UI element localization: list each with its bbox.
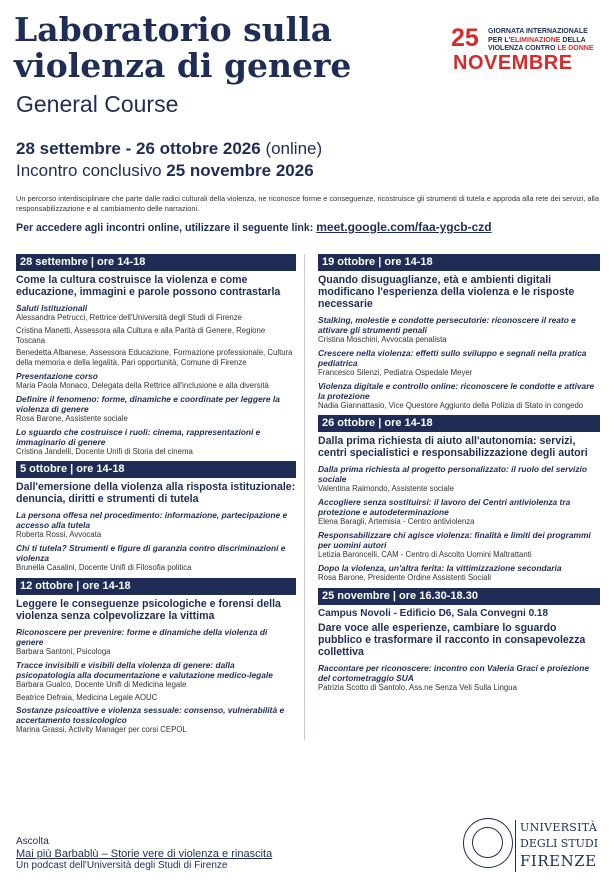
left-column <box>16 254 305 740</box>
logo-line-3: FIRENZE <box>520 852 597 870</box>
talk-block <box>16 371 296 391</box>
badge-line-2b: ELIMINAZIONE <box>510 36 561 44</box>
talk-block <box>16 326 296 346</box>
talk-title: Riconoscere per prevenire: forme e dinamiche della violenza di genere <box>16 626 268 647</box>
speaker: Benedetta Albanese, Assessora Educazione, Formazione professionale, Cultura della memoria e della legalità, Pari opportunità, Comune di Firenze <box>16 348 293 368</box>
access-line <box>16 220 492 234</box>
talk-block <box>318 563 600 583</box>
session-location: Campus Novoli - Edificio D6, Sala Convegni 0.18 <box>318 607 549 619</box>
speaker: Cristina Jandelli, Docente Unifi di Storia del cinema <box>16 446 193 456</box>
speaker: Valentina Raimondo, Assistente sociale <box>318 484 454 494</box>
talk-title: Presentazione corso <box>16 370 98 381</box>
talk-title: Definire il fenomeno: forme, dinamiche e coordinate per leggere la violenza di genere <box>16 393 280 414</box>
session-title: Dall'emersione della violenza alla risposta istituzionale: denuncia, diritti e strumenti di tutela <box>16 481 296 506</box>
talk-block <box>318 348 600 378</box>
talk-title: Tracce invisibili e visibili della violenza di genere: dalla psicopatologia alla documentazione e valutazione medico-legale <box>16 659 273 680</box>
talk-block <box>16 510 296 540</box>
talk-title: Chi ti tutela? Strumenti e figure di garanzia contro discriminazioni e violenza <box>16 543 286 564</box>
session-block <box>318 588 600 693</box>
session-block <box>16 461 296 573</box>
right-column <box>318 254 600 697</box>
speaker: Beatrice Defraia, Medicina Legale AOUC <box>16 692 158 702</box>
podcast-section <box>16 836 336 872</box>
talk-block <box>318 315 600 345</box>
access-text: Per accedere agli incontri online, utilizzare il seguente link: <box>16 222 317 234</box>
session-title: Quando disuguaglianze, età e ambienti digitali modificano l'esperienza della violenza e le risposte necessarie <box>318 274 575 310</box>
badge-text <box>488 28 603 54</box>
podcast-link[interactable]: Mai più Barbablù – Storie vere di violenza e rinascita <box>16 848 273 860</box>
talk-title: Dopo la violenza, un'altra ferita: la vittimizzazione secondaria <box>318 562 562 573</box>
talk-block <box>318 663 600 693</box>
speaker: Rosa Barone, Presidente Ordine Assistenti Sociali <box>318 572 491 582</box>
session-date-header: 25 novembre | ore 16.30-18.30 <box>318 588 600 605</box>
session-date-header: 19 ottobre | ore 14-18 <box>318 254 600 271</box>
talk-title: Violenza digitale e controllo online: riconoscere le condotte e attivare la protezione <box>318 380 595 401</box>
speaker: Francesco Silenzi, Pediatra Ospedale Meyer <box>318 367 473 377</box>
date-range: 28 settembre - 26 ottobre 2026 <box>16 139 261 158</box>
talk-block <box>16 394 296 424</box>
logo-line-1: UNIVERSITÀ <box>520 821 598 834</box>
november-25-badge <box>451 26 601 76</box>
talk-title: Lo sguardo che costruisce i ruoli: cinema, rappresentazioni e immaginario di genere <box>16 426 261 447</box>
session-block <box>318 415 600 582</box>
talk-block <box>16 705 296 735</box>
talk-block <box>16 543 296 573</box>
talk-title: La persona offesa nel procedimento: informazione, partecipazione e accesso alla tutela <box>16 510 288 531</box>
talk-block <box>318 381 600 411</box>
online-note: (online) <box>260 139 323 158</box>
talk-block <box>16 660 296 690</box>
session-date-header: 26 ottobre | ore 14-18 <box>318 415 600 432</box>
talk-block <box>16 693 296 703</box>
badge-line-2c: DELLA <box>560 36 586 44</box>
talk-block <box>16 427 296 457</box>
speaker: Letizia Baroncelli, CAM - Centro di Ascolto Uomini Maltrattanti <box>318 549 532 559</box>
talk-block <box>16 348 296 368</box>
session-title: Come la cultura costruisce la violenza e come educazione, immagini e parole possono contrastarla <box>16 274 281 298</box>
session-block <box>16 254 296 456</box>
talk-block <box>318 530 600 560</box>
speaker: Patrizia Scotto di Santolo, Ass.ne Senza Veli Sulla Lingua <box>318 682 517 692</box>
speaker: Barbara Santoni, Psicologa <box>16 646 111 656</box>
speaker: Brunella Casalini, Docente Unifi di Filosofia politica <box>16 563 192 573</box>
session-date-header: 5 ottobre | ore 14-18 <box>16 461 296 478</box>
badge-line-3a: VIOLENZA CONTRO <box>488 45 558 52</box>
final-label: Incontro conclusivo <box>16 161 167 180</box>
talk-title: Sostanze psicoattive e violenza sessuale: consenso, vulnerabilità e accertamento tossicologico <box>16 705 285 726</box>
university-seal-icon <box>463 818 513 868</box>
badge-line-2a: PER L' <box>488 36 511 44</box>
final-date: 25 novembre 2026 <box>166 161 314 180</box>
talk-title: Raccontare per riconoscere: incontro con Valeria Graci e proiezione del cortometraggio SUA <box>318 662 590 683</box>
talk-block <box>318 464 600 494</box>
logo-line-2: DEGLI STUDI <box>520 837 599 850</box>
session-block <box>318 254 600 410</box>
speaker: Cristina Manetti, Assessora alla Cultura e alla Parità di Genere, Regione Toscana <box>16 325 266 345</box>
talk-title: Saluti Istituzionali <box>16 303 88 313</box>
podcast-subtitle: Un podcast dell'Università degli Studi di Firenze <box>16 860 228 871</box>
logo-divider <box>515 820 516 872</box>
talk-title: Stalking, molestie e condotte persecutorie: riconoscere il reato e attivare gli strumenti penali <box>318 315 576 335</box>
page-title <box>14 12 414 84</box>
university-logo <box>463 818 603 878</box>
session-block <box>16 578 296 735</box>
talk-title: Dalla prima richiesta al progetto personalizzato: il ruolo del servizio sociale <box>318 464 587 485</box>
speaker: Roberta Rossi, Avvocata <box>16 530 102 540</box>
badge-month: NOVEMBRE <box>453 52 573 74</box>
title-line-2: violenza di genere <box>14 46 352 85</box>
speaker: Cristina Moschini, Avvocata penalista <box>318 335 447 344</box>
talk-title: Crescere nella violenza: effetti sullo sviluppo e segnali nella pratica pediatrica <box>318 347 587 368</box>
session-title: Leggere le conseguenze psicologiche e forensi della violenza senza colpevolizzare la vittima <box>16 597 281 622</box>
speaker: Nadia Giannattasio, Vice Questore Aggiunto della Polizia di Stato in congedo <box>318 400 584 410</box>
talk-title: Responsabilizzare chi agisce violenza: finalità e limiti dei programmi per uomini autori <box>318 529 591 550</box>
session-date-header: 28 settembre | ore 14-18 <box>16 254 296 271</box>
session-date-header: 12 ottobre | ore 14-18 <box>16 578 296 595</box>
talk-block <box>16 627 296 657</box>
final-meeting <box>16 161 314 181</box>
badge-line-1: GIORNATA INTERNAZIONALE <box>488 28 588 35</box>
meet-link[interactable]: meet.google.com/faa-ygcb-czd <box>316 220 492 234</box>
intro-text: Un percorso interdisciplinare che parte dalle radici culturali della violenza, ne riconosce forme e conseguenze, ricostruisce gli strumenti di tutela e approda alla rete dei servizi, alla responsabilizzazione e al cambiamento delle narrazioni. <box>16 194 599 213</box>
speaker: Rosa Barone, Assistente sociale <box>16 413 128 423</box>
session-title: Dare voce alle esperienze, cambiare lo sguardo pubblico e trasformare il racconto in consapevolezza collettiva <box>318 621 586 658</box>
speaker: Maria Paola Monaco, Delegata della Rettrice all'inclusione e alla diversità <box>16 380 269 390</box>
podcast-label: Ascolta <box>16 836 49 847</box>
speaker: Barbara Gualco, Docente Unifi di Medicina legale <box>16 679 187 689</box>
page-subtitle: General Course <box>16 91 179 117</box>
course-dates <box>16 139 322 159</box>
talk-block <box>16 303 296 323</box>
speaker: Alessandra Petrucci, Rettrice dell'Università degli Studi di Firenze <box>16 313 242 322</box>
session-title: Dalla prima richiesta di aiuto all'autonomia: servizi, centri specialistici e responsabilizzazione degli autori <box>318 435 588 460</box>
speaker: Marina Grassi, Activity Manager per corsi CEPOL <box>16 725 187 735</box>
title-line-1: Laboratorio sulla <box>14 10 333 49</box>
talk-title: Accogliere senza sostituirsi: il lavoro dei Centri antiviolenza tra protezione e autodeterminazione <box>318 497 571 518</box>
badge-line-3b: LE DONNE <box>557 45 594 52</box>
talk-block <box>318 497 600 527</box>
badge-day: 25 <box>451 24 479 52</box>
speaker: Elena Baragli, Artemisia - Centro antiviolenza <box>318 517 475 527</box>
